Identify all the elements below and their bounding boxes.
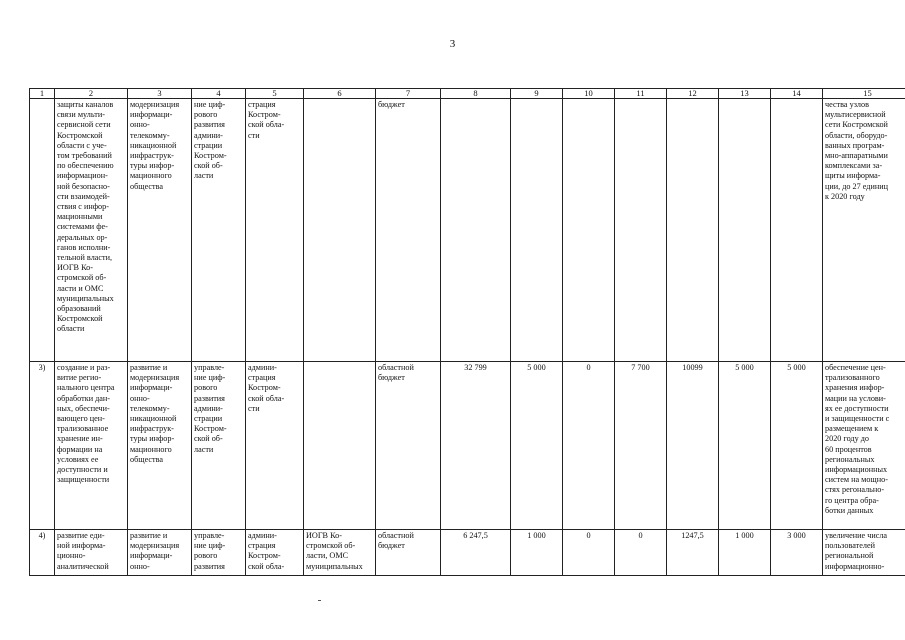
cell-event-name: создание и раз- витие регио- нального центра обработки дан- ных, обеспечи- вающего цен- трализованное хранение ин- формации на условиях ее доступности и защищенности (55, 362, 128, 530)
cell-task: развитие и модернизация информаци- онно- (128, 530, 192, 576)
column-header: 3 (128, 89, 192, 99)
cell-event-name: развитие еди- ной информа- ционно- аналитической (55, 530, 128, 576)
cell-year-value: 7 700 (615, 362, 667, 530)
cell-year-value: 0 (563, 362, 615, 530)
cell-expected-result: обеспечение цен- трализованного хранения инфор- мации на услови- ях ее доступности и защищенности с размещением к 2020 году до 60 процентов региональных информационных систем на мощно- стях регонально- го центра обра- ботки данных (823, 362, 905, 530)
column-header: 8 (441, 89, 511, 99)
cell-expected-result: чества узлов мультисервисной сети Костромской области, оборудо- ванных програм- мно-аппаратными комплексами за- щиты информа- ции, до 27 единиц к 2020 году (823, 99, 905, 362)
cell-year-value: 3 000 (771, 530, 823, 576)
cell-year-value: 0 (615, 530, 667, 576)
row-number: 4) (30, 530, 55, 576)
column-header: 1 (30, 89, 55, 99)
cell-participants (304, 362, 376, 530)
cell-funding-source: областной бюджет (376, 530, 441, 576)
cell-funding-source: областной бюджет (376, 362, 441, 530)
cell-responsible: ние циф- рового развития админи- страции Костром- ской об- ласти (192, 99, 246, 362)
cell-year-value: 5 000 (511, 362, 563, 530)
column-header: 4 (192, 89, 246, 99)
cell-year-value (667, 99, 719, 362)
column-header: 6 (304, 89, 376, 99)
cell-coexecutor: админи- страция Костром- ской обла- сти (246, 362, 304, 530)
cell-total: 32 799 (441, 362, 511, 530)
column-header: 15 (823, 89, 905, 99)
cell-year-value: 10099 (667, 362, 719, 530)
cell-expected-result: увеличение числа пользователей региональной информационно- (823, 530, 905, 576)
cell-year-value (511, 99, 563, 362)
cell-year-value (771, 99, 823, 362)
column-header: 9 (511, 89, 563, 99)
column-header: 11 (615, 89, 667, 99)
column-header: 13 (719, 89, 771, 99)
column-header: 14 (771, 89, 823, 99)
row-number (30, 99, 55, 362)
cell-year-value: 5 000 (719, 362, 771, 530)
cell-task: модернизация информаци- онно- телекомму- никационной инфраструк- туры инфор- мационного общества (128, 99, 192, 362)
cell-participants: ИОГВ Ко- стромской об- ласти, ОМС муниципальных (304, 530, 376, 576)
cell-task: развитие и модернизация информаци- онно- телекомму- никационной инфраструк- туры инфор- мационного общества (128, 362, 192, 530)
cell-participants (304, 99, 376, 362)
cell-year-value: 1 000 (511, 530, 563, 576)
table-row (30, 530, 905, 576)
cell-year-value (563, 99, 615, 362)
table-row (30, 99, 905, 362)
cell-total (441, 99, 511, 362)
cell-year-value (615, 99, 667, 362)
cell-event-name: защиты каналов связи мульти- сервисной сети Костромской области с уче- том требований по обеспечению информацион- ной безопасно- сти взаимодей- ствия с инфор- мационными системами фе- деральных ор- ганов исполни- тельной власти, ИОГВ Ко- стромской об- ласти и ОМС муниципальных образований Костромской области (55, 99, 128, 362)
column-header: 7 (376, 89, 441, 99)
cell-year-value (719, 99, 771, 362)
cell-year-value: 5 000 (771, 362, 823, 530)
program-table (29, 88, 905, 576)
column-header: 10 (563, 89, 615, 99)
cell-year-value: 1 000 (719, 530, 771, 576)
scan-speck (318, 600, 321, 601)
table-row (30, 362, 905, 530)
cell-funding-source: бюджет (376, 99, 441, 362)
cell-coexecutor: страция Костром- ской обла- сти (246, 99, 304, 362)
cell-responsible: управле- ние циф- рового развития (192, 530, 246, 576)
row-number: 3) (30, 362, 55, 530)
cell-responsible: управле- ние циф- рового развития админи- страции Костром- ской об- ласти (192, 362, 246, 530)
column-header: 12 (667, 89, 719, 99)
cell-year-value: 0 (563, 530, 615, 576)
cell-year-value: 1247,5 (667, 530, 719, 576)
cell-total: 6 247,5 (441, 530, 511, 576)
table-header-row (30, 89, 905, 99)
column-header: 5 (246, 89, 304, 99)
page-number: 3 (449, 38, 456, 50)
column-header: 2 (55, 89, 128, 99)
cell-coexecutor: админи- страция Костром- ской обла- (246, 530, 304, 576)
